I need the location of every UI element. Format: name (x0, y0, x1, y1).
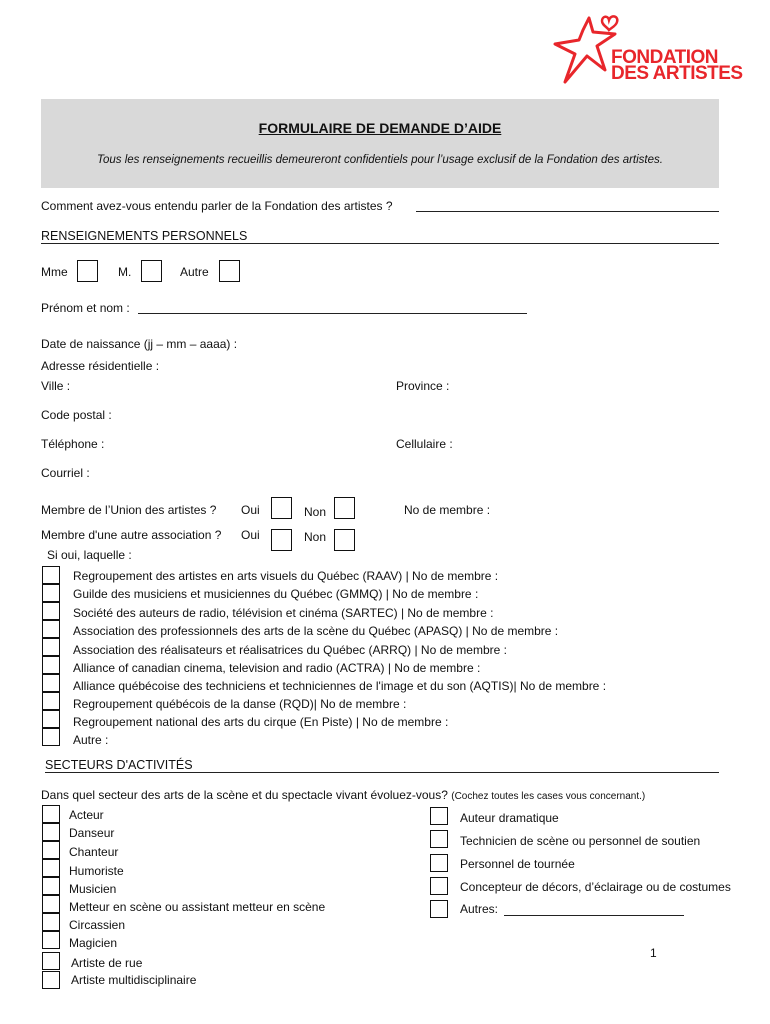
activities-question-note: (Cochez toutes les cases vous concernant.) (451, 791, 646, 802)
union-non-label: Non (304, 505, 327, 519)
activity-magicien: Magicien (69, 936, 118, 950)
which-label: Si oui, laquelle : (47, 548, 132, 562)
assoc-checkbox-actra[interactable] (42, 656, 60, 674)
other-oui-label: Oui (241, 528, 260, 542)
logo-line1: FONDATION (611, 47, 719, 68)
activity-autres: Autres: (460, 902, 499, 916)
address-label: Adresse résidentielle : (41, 359, 160, 373)
activities-question (41, 788, 645, 804)
activity-auteur: Auteur dramatique (460, 811, 559, 825)
assoc-checkbox-apasq[interactable] (42, 620, 60, 638)
intro-question: Comment avez-vous entendu parler de la Fondation des artistes ? (41, 199, 393, 213)
assoc-checkbox-raav[interactable] (42, 566, 60, 584)
activity-metteur: Metteur en scène ou assistant metteur en scène (69, 900, 326, 914)
assoc-aqtis: Alliance québécoise des techniciens et techniciennes de l'image et du son (AQTIS)| No de membre : (73, 679, 607, 693)
activity-checkbox-danseur[interactable] (42, 823, 60, 841)
assoc-raav: Regroupement des artistes en arts visuels du Québec (RAAV) | No de membre : (73, 569, 499, 583)
activities-heading: SECTEURS D'ACTIVITÉS (45, 758, 193, 772)
assoc-checkbox-sartec[interactable] (42, 602, 60, 620)
m-label: M. (118, 265, 132, 279)
activity-checkbox-circassien[interactable] (42, 913, 60, 931)
other-assoc-question: Membre d'une autre association ? (41, 528, 222, 542)
m-checkbox[interactable] (141, 260, 162, 282)
cell-label: Cellulaire : (396, 437, 453, 451)
activity-checkbox-metteur[interactable] (42, 895, 60, 913)
assoc-sartec: Société des auteurs de radio, télévision et cinéma (SARTEC) | No de membre : (73, 606, 494, 620)
assoc-checkbox-arrq[interactable] (42, 638, 60, 656)
birth-label: Date de naissance (jj – mm – aaaa) : (41, 337, 238, 351)
personal-heading-rule (41, 243, 719, 244)
activity-checkbox-technicien[interactable] (430, 830, 448, 848)
activity-circassien: Circassien (69, 918, 126, 932)
union-oui-checkbox[interactable] (271, 497, 292, 519)
activity-humoriste: Humoriste (69, 864, 124, 878)
assoc-checkbox-autre[interactable] (42, 728, 60, 746)
phone-label: Téléphone : (41, 437, 105, 451)
name-label: Prénom et nom : (41, 301, 130, 315)
form-subtitle: Tous les renseignements recueillis demeureront confidentiels pour l’usage exclusif de la Fondation des artistes. (97, 154, 663, 166)
intro-answer-line[interactable] (416, 211, 719, 212)
union-non-checkbox[interactable] (334, 497, 355, 519)
assoc-gmmq: Guilde des musiciens et musiciennes du Québec (GMMQ) | No de membre : (73, 587, 479, 601)
mme-label: Mme (41, 265, 68, 279)
form-title: FORMULAIRE DE DEMANDE D’AIDE (258, 120, 502, 136)
activity-checkbox-magicien[interactable] (42, 931, 60, 949)
activity-checkbox-chanteur[interactable] (42, 841, 60, 859)
other-oui-checkbox[interactable] (271, 529, 292, 551)
activity-concepteur: Concepteur de décors, d’éclairage ou de costumes (460, 880, 731, 894)
header-box (41, 99, 719, 188)
activity-checkbox-musicien[interactable] (42, 877, 60, 895)
other-non-label: Non (304, 530, 327, 544)
activity-checkbox-humoriste[interactable] (42, 859, 60, 877)
activity-acteur: Acteur (69, 808, 104, 822)
assoc-autre: Autre : (73, 733, 109, 747)
activity-tournee: Personnel de tournée (460, 857, 575, 871)
activity-chanteur: Chanteur (69, 845, 119, 859)
autre-checkbox[interactable] (219, 260, 240, 282)
activity-musicien: Musicien (69, 882, 117, 896)
province-label: Province : (396, 379, 450, 393)
union-member-no-label: No de membre : (404, 503, 491, 517)
email-label: Courriel : (41, 466, 90, 480)
activity-artiste-rue: Artiste de rue (71, 956, 143, 970)
name-line[interactable] (138, 313, 527, 314)
activity-danseur: Danseur (69, 826, 115, 840)
autre-label: Autre (180, 265, 209, 279)
activities-heading-rule (45, 772, 719, 773)
activity-autres-line[interactable] (504, 915, 684, 916)
assoc-checkbox-gmmq[interactable] (42, 584, 60, 602)
activity-multidisciplinaire: Artiste multidisciplinaire (71, 973, 197, 987)
logo (553, 12, 743, 88)
assoc-enpiste: Regroupement national des arts du cirque (En Piste) | No de membre : (73, 715, 449, 729)
activities-question-text: Dans quel secteur des arts de la scène et du spectacle vivant évoluez-vous? (41, 788, 448, 802)
city-label: Ville : (41, 379, 71, 393)
page-number: 1 (650, 946, 657, 960)
assoc-apasq: Association des professionnels des arts de la scène du Québec (APASQ) | No de membre : (73, 624, 559, 638)
other-non-checkbox[interactable] (334, 529, 355, 551)
union-oui-label: Oui (241, 503, 260, 517)
activity-checkbox-autres[interactable] (430, 900, 448, 918)
activity-checkbox-artiste-rue[interactable] (42, 952, 60, 970)
activity-technicien: Technicien de scène ou personnel de soutien (460, 834, 701, 848)
mme-checkbox[interactable] (77, 260, 98, 282)
activity-checkbox-auteur[interactable] (430, 807, 448, 825)
activity-checkbox-acteur[interactable] (42, 805, 60, 823)
activity-checkbox-multidisciplinaire[interactable] (42, 971, 60, 989)
assoc-rqd: Regroupement québécois de la danse (RQD)| No de membre : (73, 697, 407, 711)
activity-checkbox-tournee[interactable] (430, 854, 448, 872)
assoc-checkbox-enpiste[interactable] (42, 710, 60, 728)
personal-heading: RENSEIGNEMENTS PERSONNELS (41, 229, 248, 243)
assoc-arrq: Association des réalisateurs et réalisatrices du Québec (ARRQ) | No de membre : (73, 643, 507, 657)
logo-line2: DES ARTISTES (611, 63, 743, 84)
assoc-checkbox-rqd[interactable] (42, 692, 60, 710)
activity-checkbox-concepteur[interactable] (430, 877, 448, 895)
union-question: Membre de l’Union des artistes ? (41, 503, 217, 517)
assoc-actra: Alliance of canadian cinema, television and radio (ACTRA) | No de membre : (73, 661, 481, 675)
assoc-checkbox-aqtis[interactable] (42, 674, 60, 692)
postal-label: Code postal : (41, 408, 112, 422)
